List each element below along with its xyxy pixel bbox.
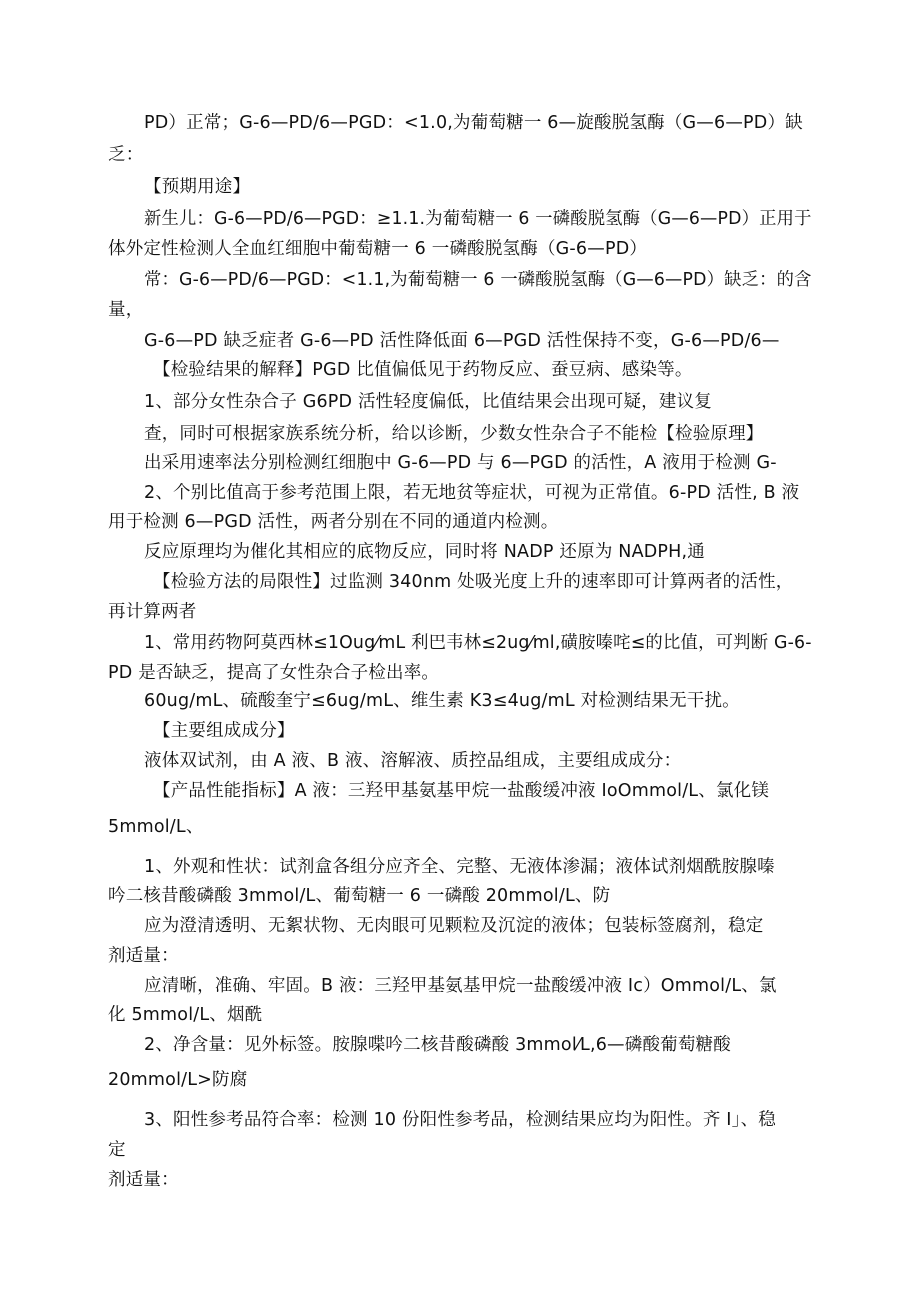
text-line: 剂适量： (108, 1170, 179, 1190)
text-line: 1、部分女性杂合子 G6PD 活性轻度偏低，比值结果会出现可疑，建议复 (144, 392, 712, 412)
text-line: 新生儿：G-6—PD/6—PGD：≥1.1.为葡萄糖一 6 一磷酸脱氢酶（G—6—PD）正用于 (144, 209, 812, 229)
text-line: 用于检测 6—PGD 活性，两者分别在不同的通道内检测。 (108, 512, 559, 532)
text-line: 定 (108, 1140, 126, 1160)
text-line: 液体双试剂，由 A 液、B 液、溶解液、质控品组成，主要组成成分： (144, 751, 682, 771)
text-line: PD 是否缺乏，提高了女性杂合子检出率。 (108, 663, 440, 683)
section-heading: 【预期用途】 (144, 177, 251, 197)
text-line: 3、阳性参考品符合率：检测 10 份阳性参考品，检测结果应均为阳性。齐 I」、稳 (144, 1110, 776, 1130)
text-line: 2、净含量：见外标签。胺腺喋吟二核昔酸磷酸 3mmol⁄L,6—磷酸葡萄糖酸 (144, 1035, 731, 1055)
text-line: 【检验结果的解释】PGD 比值偏低见于药物反应、蚕豆病、感染等。 (153, 360, 693, 380)
text-line: 出采用速率法分别检测红细胞中 G-6—PD 与 6—PGD 的活性，A 液用于检测 G- (144, 453, 777, 473)
text-line: 反应原理均为催化其相应的底物反应，同时将 NADP 还原为 NADPH,通 (144, 542, 705, 562)
text-line: 2、个别比值高于参考范围上限，若无地贫等症状，可视为正常值。6-PD 活性, B 液 (144, 483, 800, 503)
text-line: G-6—PD 缺乏症者 G-6—PD 活性降低面 6—PGD 活性保持不变，G-6—PD/6— (144, 331, 780, 351)
text-line: 60ug/mL、硫酸奎宁≤6ug/mL、维生素 K3≤4ug/mL 对检测结果无干扰。 (144, 691, 740, 711)
text-line: 再计算两者 (108, 602, 197, 622)
text-line: 20mmol/L>防腐 (108, 1070, 248, 1090)
text-line: 【产品性能指标】A 液：三羟甲基氨基甲烷一盐酸缓冲液 IoOmmol/L、氯化镁 (153, 781, 770, 801)
text-line: 1、外观和性状：试剂盒各组分应齐全、完整、无液体渗漏；液体试剂烟酰胺腺嗪 (144, 857, 775, 877)
text-line: 应清晰，准确、牢固。B 液：三羟甲基氨基甲烷一盐酸缓冲液 Ic）Ommol/L、氯 (144, 976, 777, 996)
text-line: 常：G-6—PD/6—PGD：<1.1,为葡萄糖一 6 一磷酸脱氢酶（G—6—PD）缺乏：的含 (144, 270, 812, 290)
text-line: 应为澄清透明、无絮状物、无肉眼可见颗粒及沉淀的液体；包装标签腐剂，稳定 (144, 916, 764, 936)
text-line: 剂适量： (108, 946, 179, 966)
text-line: 体外定性检测人全血红细胞中葡萄糖一 6 一磷酸脱氢酶（G-6—PD） (108, 239, 648, 259)
text-line: PD）正常；G-6—PD/6—PGD：<1.0,为葡萄糖一 6—旋酸脱氢酶（G—6—PD）缺 (144, 113, 803, 133)
text-line: 5mmol/L、 (108, 817, 204, 837)
text-line: 乏： (108, 145, 144, 165)
text-line: 化 5mmol/L、烟酰 (108, 1005, 263, 1025)
text-line: 1、常用药物阿莫西林≤1Oug⁄mL 利巴韦林≤2ug⁄ml,磺胺嗪咤≤的比值，可判断 G-6- (144, 633, 812, 653)
text-line: 量， (108, 300, 144, 320)
text-line: 【检验方法的局限性】过监测 340nm 处吸光度上升的速率即可计算两者的活性， (153, 572, 794, 592)
text-line: 查，同时可根据家族系统分析，给以诊断，少数女性杂合子不能检【检验原理】 (144, 424, 764, 444)
text-line: 吟二核昔酸磷酸 3mmol/L、葡萄糖一 6 一磷酸 20mmol/L、防 (108, 886, 611, 906)
section-heading: 【主要组成成分】 (153, 721, 295, 741)
